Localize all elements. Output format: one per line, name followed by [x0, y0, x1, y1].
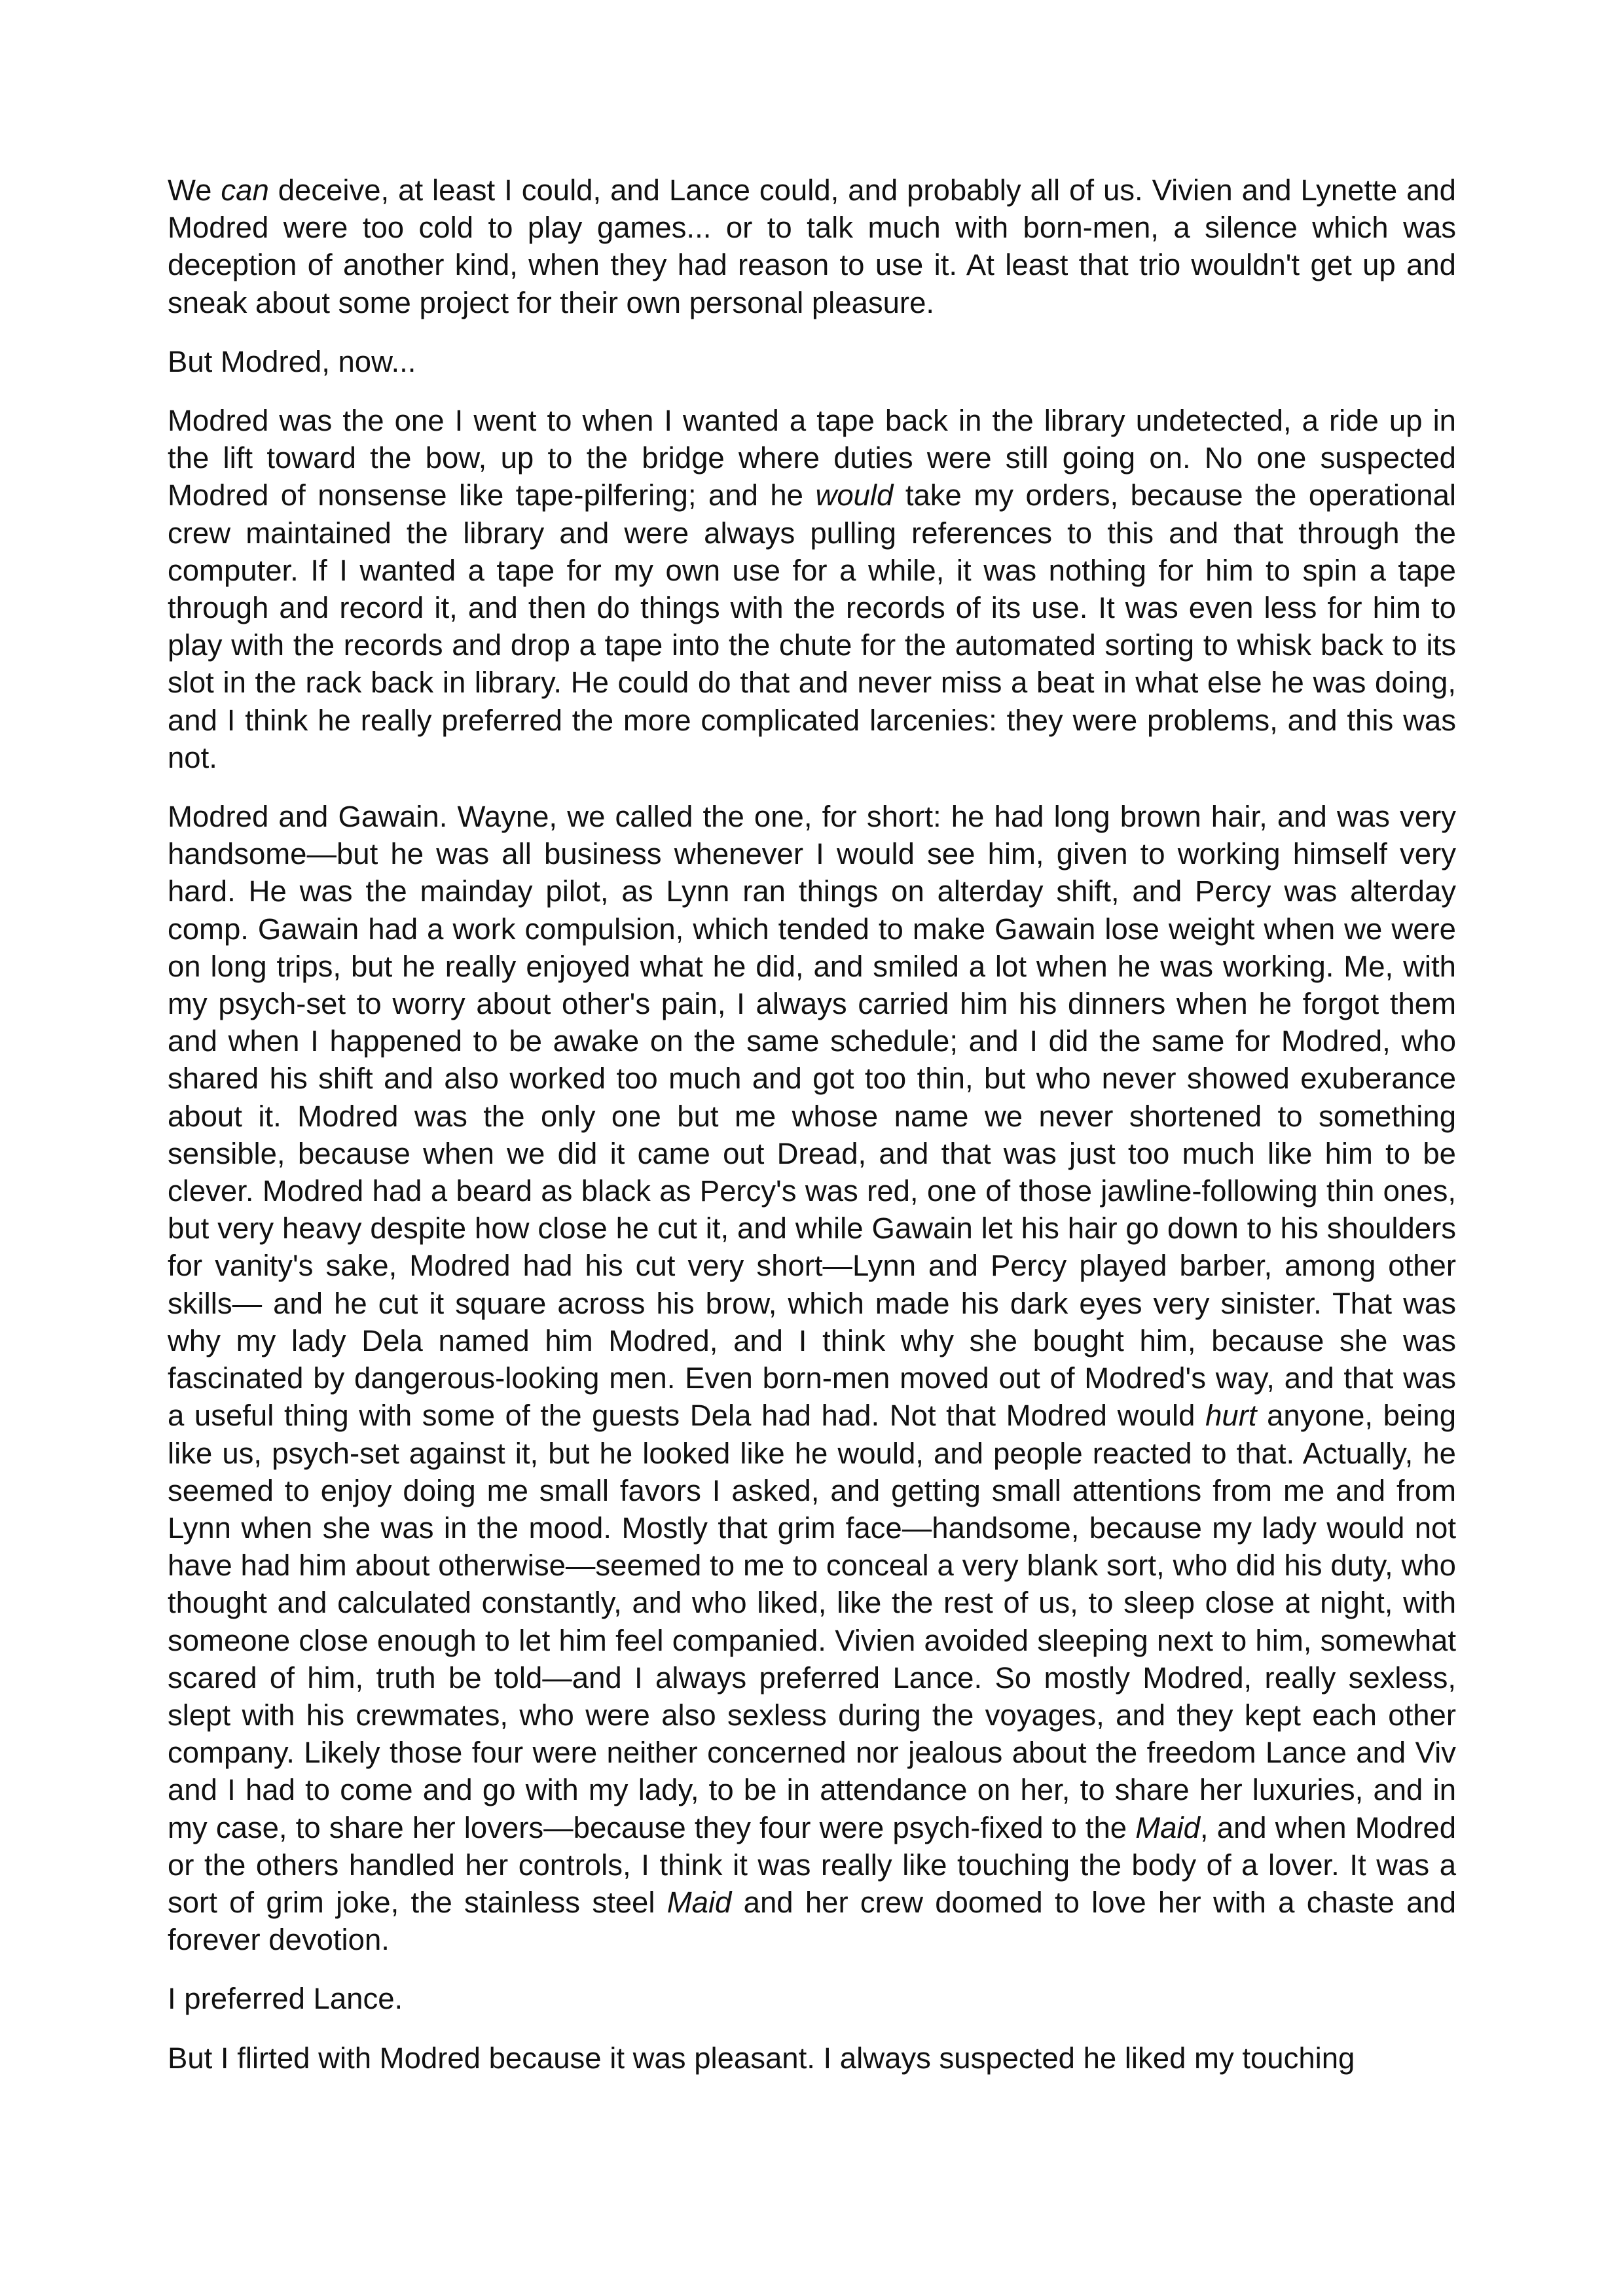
italic-emphasis: can [221, 173, 269, 207]
paragraph: Modred was the one I went to when I wanted a tape back in the library undetected, a ride up in the lift toward the bow, up to the bridge where duties were still going on. No one suspected Modred of nonsense like tape-pilfering; and he would take my orders, because the operational crew maintained the library and were always pulling references to this and that through the computer. If I wanted a tape for my own use for a while, it was nothing for him to spin a tape through and record it, and then do things with the records of its use. It was even less for him to play with the records and drop a tape into the chute for the automated sorting to whisk back to its slot in the rack back in library. He could do that and never miss a beat in what else he was doing, and I think he really preferred the more complicated larcenies: they were problems, and this was not. [168, 404, 1456, 774]
paragraph: I preferred Lance. [168, 1982, 403, 2016]
italic-emphasis: Maid [1135, 1810, 1200, 1844]
paragraph: We can deceive, at least I could, and Lance could, and probably all of us. Vivien and Lynette and Modred were too cold to play games... or to talk much with born-men, a silence which was deception of another kind, when they had reason to use it. At least that trio wouldn't get up and sneak about some project for their own personal pleasure. [168, 173, 1456, 319]
italic-emphasis: would [815, 478, 894, 512]
italic-emphasis: hurt [1205, 1399, 1257, 1433]
paragraph: Modred and Gawain. Wayne, we called the one, for short: he had long brown hair, and was very handsome—but he was all business whenever I would see him, given to working himself very hard. He was the mainday pilot, as Lynn ran things on alterday shift, and Percy was alterday comp. Gawain had a work compulsion, which tended to make Gawain lose weight when we were on long trips, but he really enjoyed what he did, and smiled a lot when he was working. Me, with my psych-set to worry about other's pain, I always carried him his dinners when he forgot them and when I happened to be awake on the same schedule; and I did the same for Modred, who shared his shift and also worked too much and got too thin, but who never showed exuberance about it. Modred was the only one but me whose name we never shortened to something sensible, because when we did it came out Dread, and that was just too much like him to be clever. Modred had a beard as black as Percy's was red, one of those jawline-following thin ones, but very heavy despite how close he cut it, and while Gawain let his hair go down to his shoulders for vanity's sake, Modred had his cut very short—Lynn and Percy played barber, among other skills— and he cut it square across his brow, which made his dark eyes very sinister. That was why my lady Dela named him Modred, and I think why she bought him, because she was fascinated by dangerous-looking men. Even born-men moved out of Modred's way, and that was a useful thing with some of the guests Dela had had. Not that Modred would hurt anyone, being like us, psych-set against it, but he looked like he would, and people reacted to that. Actually, he seemed to enjoy doing me small favors I asked, and getting small attentions from me and from Lynn when she was in the mood. Mostly that grim face—handsome, because my lady would not have had him about otherwise—seemed to me to conceal a very blank sort, who did his duty, who thought and calculated constantly, and who liked, like the rest of us, to sleep close at night, with someone close enough to let him feel companied. Vivien avoided sleeping next to him, somewhat scared of him, truth be told—and I always preferred Lance. So mostly Modred, really sexless, slept with his crewmates, who were also sexless during the voyages, and they kept each other company. Likely those four were neither concerned nor jealous about the freedom Lance and Viv and I had to come and go with my lady, to be in attendance on her, to share her luxuries, and in my case, to share her lovers—because they four were psych-fixed to the Maid, and when Modred or the others handled her controls, I think it was really like touching the body of a lover. It was a sort of grim joke, the stainless steel Maid and her crew doomed to love her with a chaste and forever devotion. [168, 800, 1456, 1957]
paragraph: But Modred, now... [168, 344, 416, 378]
document-page [168, 171, 1456, 2098]
italic-emphasis: Maid [666, 1885, 732, 1919]
paragraph: But I flirted with Modred because it was pleasant. I always suspected he liked my touching [168, 2041, 1355, 2075]
